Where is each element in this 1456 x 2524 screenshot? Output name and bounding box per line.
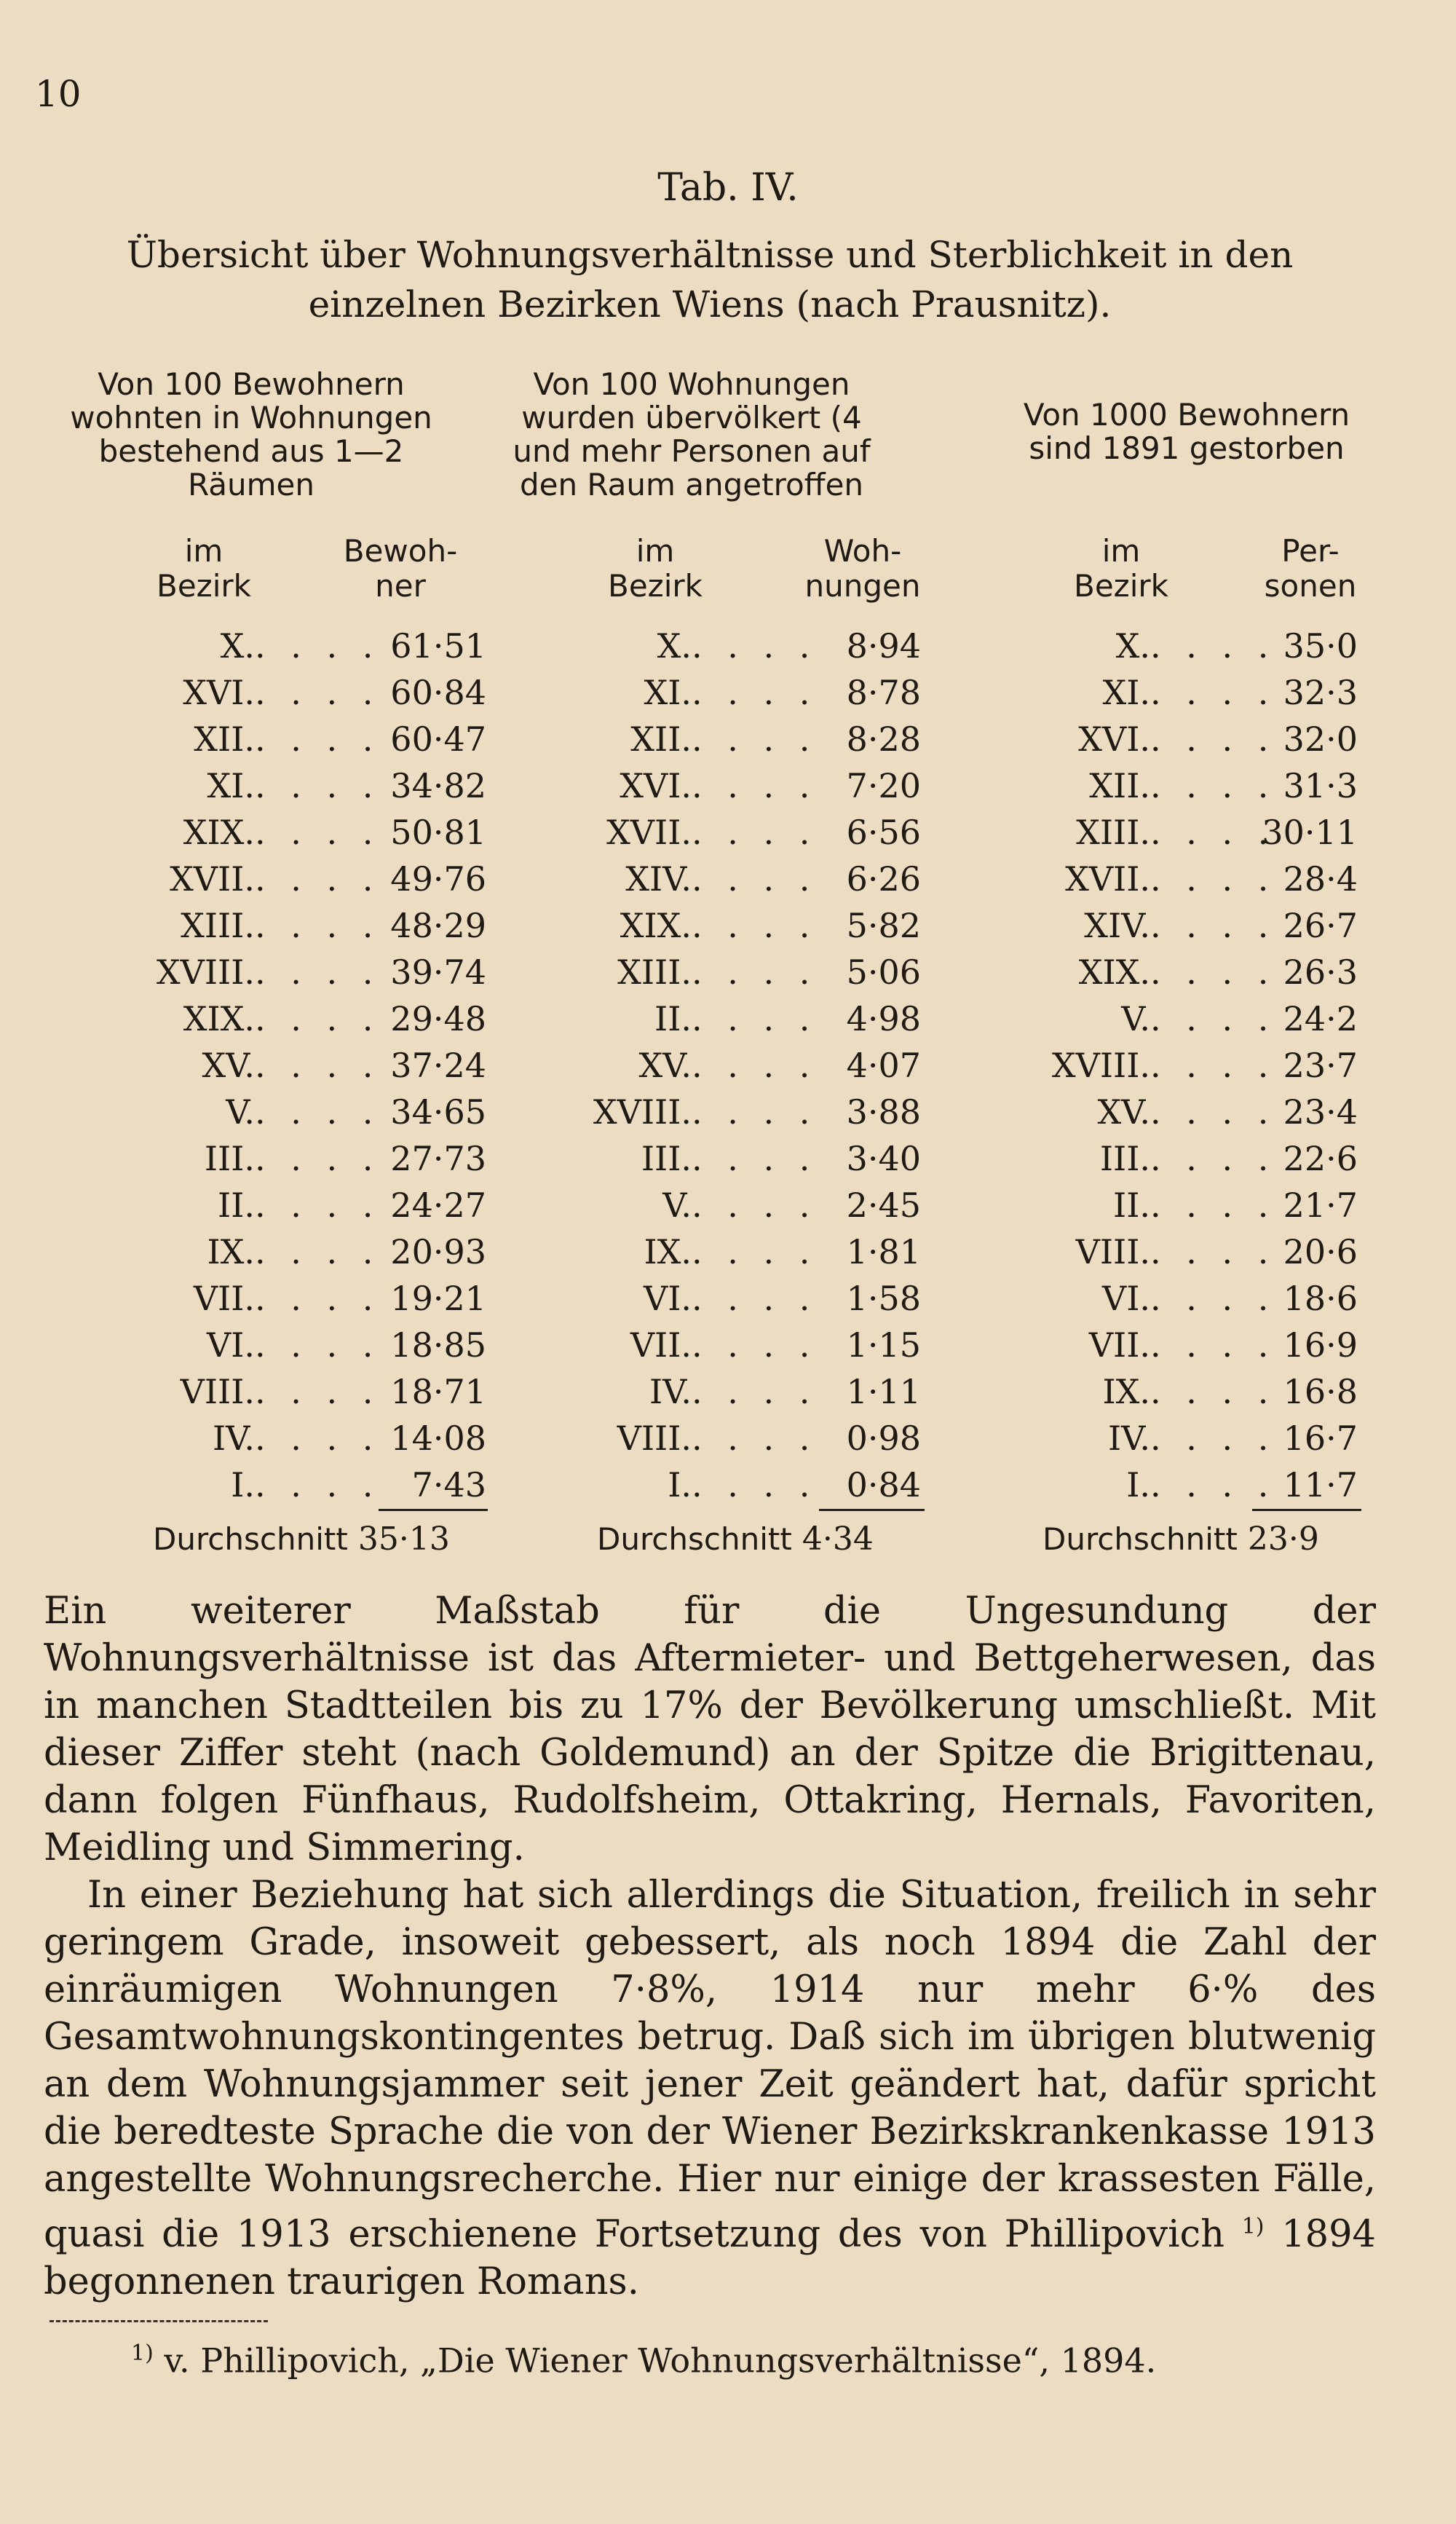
footnote-marker: 1) — [131, 2340, 154, 2366]
cell-value: 0·98 — [846, 1419, 921, 1458]
leader-dots: . . . . — [1150, 1139, 1276, 1178]
leader-dots: . . . . — [1150, 1232, 1276, 1271]
table-row — [1034, 1275, 1358, 1322]
average-value: 4·34 — [802, 1521, 874, 1558]
subheading-line: Woh- — [823, 533, 902, 569]
cell-value: 16·8 — [1283, 1372, 1358, 1411]
district-label: II. — [654, 999, 692, 1038]
leader-dots: . . . . — [255, 719, 381, 759]
district-label: I. — [668, 1465, 692, 1504]
cell-value: 60·47 — [390, 719, 486, 759]
table-row — [575, 762, 921, 809]
table-column-rooms — [138, 623, 486, 1508]
district-label: VIII. — [1075, 1232, 1150, 1271]
table-column-mortality — [1034, 623, 1358, 1508]
cell-value: 39·74 — [390, 953, 486, 992]
cell-value: 16·9 — [1283, 1325, 1358, 1365]
table-row — [575, 995, 921, 1042]
cell-value: 48·29 — [390, 906, 486, 945]
table-row — [1034, 995, 1358, 1042]
table-row — [1034, 949, 1358, 995]
table-row — [575, 623, 921, 669]
table-row — [1034, 1322, 1358, 1368]
district-label: II. — [218, 1186, 255, 1225]
cell-value: 29·48 — [390, 999, 486, 1038]
cell-value: 1·81 — [846, 1232, 921, 1271]
district-label: XIV. — [1084, 906, 1150, 945]
subheading-line: Bezirk — [157, 568, 251, 604]
cell-value: 32·3 — [1283, 673, 1358, 712]
body-text — [44, 1588, 1376, 2306]
page-number: 10 — [35, 73, 82, 115]
cell-value: 60·84 — [390, 673, 486, 712]
leader-dots: . . . . — [255, 999, 381, 1038]
sum-rule — [1252, 1509, 1361, 1511]
average-row — [153, 1521, 450, 1558]
district-label: VII. — [1088, 1325, 1150, 1365]
average-row — [597, 1521, 874, 1558]
table-row — [1034, 1182, 1358, 1229]
cell-value: 37·24 — [390, 1046, 486, 1085]
district-label: X. — [220, 626, 255, 666]
district-label: VIII. — [617, 1419, 692, 1458]
cell-value: 23·7 — [1283, 1046, 1358, 1085]
paragraph — [44, 1872, 1376, 2306]
district-label: VIII. — [180, 1372, 255, 1411]
cell-value: 49·76 — [390, 859, 486, 899]
table-row — [1034, 1415, 1358, 1462]
cell-value: 7·20 — [846, 766, 921, 805]
district-label: XII. — [630, 719, 692, 759]
district-label: XVI. — [183, 673, 255, 712]
subheading-dwellings — [794, 534, 932, 604]
leader-dots: . . . . — [1150, 1046, 1276, 1085]
table-title: Tab. IV. — [657, 166, 799, 210]
table-row — [575, 1368, 921, 1415]
district-label: XVIII. — [156, 953, 255, 992]
leader-dots: . . . . — [1150, 953, 1276, 992]
district-label: XVI. — [620, 766, 692, 805]
leader-dots: . . . . — [255, 1232, 381, 1271]
table-row — [138, 902, 486, 949]
table-row — [138, 669, 486, 716]
table-row — [1034, 902, 1358, 949]
subheading-line: Bezirk — [608, 568, 703, 604]
subheading-line: Bewoh- — [343, 533, 458, 569]
leader-dots: . . . . — [692, 1186, 818, 1225]
leader-dots: . . . . — [1150, 766, 1276, 805]
heading-line: sind 1891 gestorben — [1029, 430, 1345, 466]
paragraph: Ein weiterer Maßstab für die Ungesundung der Wohnungsverhältnisse ist das Aftermieter- und Bettgeherwesen, das in manchen Stadtteilen bis zu 17% der Bevölkerung umschließt. Mit dieser Ziffer steht (nach Goldemund) an der Spitze die Brigittenau, dann folgen Fünfhaus, Rudolfsheim, Ottakring, Hernals, Favoriten, Meidling und Simmering. — [44, 1590, 1376, 1869]
district-label: XII. — [1089, 766, 1150, 805]
district-label: X. — [1115, 626, 1150, 666]
table-row — [1034, 809, 1358, 856]
district-label: I. — [231, 1465, 255, 1504]
district-label: XVII. — [1065, 859, 1150, 899]
paragraph-text: 1894 begonnenen traurigen Romans. — [44, 2213, 1377, 2303]
cell-value: 8·78 — [846, 673, 921, 712]
table-row — [138, 762, 486, 809]
district-label: XIII. — [181, 906, 255, 945]
table-row — [1034, 1229, 1358, 1275]
heading-line: Von 100 Wohnungen — [533, 366, 850, 402]
district-label: XVII. — [170, 859, 255, 899]
district-label: III. — [1099, 1139, 1150, 1178]
cell-value: 18·6 — [1283, 1279, 1358, 1318]
leader-dots: . . . . — [692, 859, 818, 899]
district-label: XII. — [194, 719, 255, 759]
table-row — [1034, 1135, 1358, 1182]
leader-dots: . . . . — [255, 766, 381, 805]
subheading-district — [153, 534, 255, 604]
cell-value: 8·94 — [846, 626, 921, 666]
table-row — [575, 716, 921, 762]
district-label: VI. — [643, 1279, 692, 1318]
cell-value: 23·4 — [1283, 1092, 1358, 1132]
cell-value: 0·84 — [846, 1465, 921, 1504]
cell-value: 34·82 — [390, 766, 486, 805]
district-label: III. — [641, 1139, 692, 1178]
leader-dots: . . . . — [692, 906, 818, 945]
leader-dots: . . . . — [255, 953, 381, 992]
leader-dots: . . . . — [255, 1419, 381, 1458]
average-label: Durchschnitt — [153, 1521, 348, 1557]
district-label: IX. — [644, 1232, 692, 1271]
district-label: V. — [662, 1186, 692, 1225]
cell-value: 1·11 — [846, 1372, 921, 1411]
heading-line: wohnten in Wohnungen — [70, 400, 432, 435]
table-row — [138, 716, 486, 762]
district-label: III. — [204, 1139, 255, 1178]
table-row — [138, 1322, 486, 1368]
footnote-reference: 1) — [1241, 2214, 1265, 2239]
cell-value: 31·3 — [1283, 766, 1358, 805]
district-label: XVII. — [606, 813, 692, 852]
leader-dots: . . . . — [255, 1372, 381, 1411]
table-row — [575, 1182, 921, 1229]
district-label: XIII. — [1076, 813, 1150, 852]
leader-dots: . . . . — [255, 813, 381, 852]
table-row — [1034, 1368, 1358, 1415]
cell-value: 6·26 — [846, 859, 921, 899]
leader-dots: . . . . — [692, 766, 818, 805]
table-row — [575, 1275, 921, 1322]
table-row — [575, 856, 921, 902]
district-label: II. — [1113, 1186, 1150, 1225]
district-label: XIII. — [617, 953, 692, 992]
leader-dots: . . . . — [1150, 626, 1276, 666]
leader-dots: . . . . — [1150, 906, 1276, 945]
cell-value: 19·21 — [390, 1279, 486, 1318]
table-row — [575, 1229, 921, 1275]
sum-rule — [379, 1509, 488, 1511]
leader-dots: . . . . — [692, 1232, 818, 1271]
cell-value: 6·56 — [846, 813, 921, 852]
table-column-overcrowded — [575, 623, 921, 1508]
cell-value: 18·85 — [390, 1325, 486, 1365]
table-row — [575, 902, 921, 949]
leader-dots: . . . . — [692, 1092, 818, 1132]
cell-value: 16·7 — [1283, 1419, 1358, 1458]
subheading-residents — [335, 534, 466, 604]
subheading-district — [1063, 534, 1179, 604]
leader-dots: . . . . — [692, 999, 818, 1038]
heading-line: Von 100 Bewohnern — [98, 366, 405, 402]
leader-dots: . . . . — [1150, 1092, 1276, 1132]
cell-value: 27·73 — [390, 1139, 486, 1178]
leader-dots: . . . . — [692, 1139, 818, 1178]
district-label: V. — [226, 1092, 255, 1132]
leader-dots: . . . . — [255, 626, 381, 666]
footnote-separator — [50, 2320, 268, 2322]
district-label: XV. — [202, 1046, 255, 1085]
table-row — [1034, 856, 1358, 902]
table-caption: Übersicht über Wohnungsverhältnisse und Sterblichkeit in den einzelnen Bezirken Wiens (nach Prausnitz). — [126, 234, 1294, 326]
leader-dots: . . . . — [255, 1046, 381, 1085]
district-label: XV. — [638, 1046, 692, 1085]
district-label: XV. — [1097, 1092, 1150, 1132]
leader-dots: . . . . — [255, 906, 381, 945]
cell-value: 21·7 — [1283, 1186, 1358, 1225]
leader-dots: . . . . — [692, 813, 818, 852]
table-row — [575, 1135, 921, 1182]
leader-dots: . . . . — [692, 1419, 818, 1458]
average-row — [1042, 1521, 1319, 1558]
table-row — [138, 1042, 486, 1089]
district-label: VII. — [630, 1325, 692, 1365]
cell-value: 30·11 — [1262, 813, 1358, 852]
cell-value: 8·28 — [846, 719, 921, 759]
average-label: Durchschnitt — [597, 1521, 792, 1557]
cell-value: 26·3 — [1283, 953, 1358, 992]
leader-dots: . . . . — [692, 626, 818, 666]
table-row — [575, 949, 921, 995]
table-row — [138, 1229, 486, 1275]
district-label: IX. — [207, 1232, 255, 1271]
heading-line: wurden übervölkert (4 — [521, 400, 862, 435]
table-row — [138, 995, 486, 1042]
leader-dots: . . . . — [1150, 1419, 1276, 1458]
table-row — [575, 669, 921, 716]
district-label: VII. — [193, 1279, 255, 1318]
subheading-line: ner — [375, 568, 426, 604]
sum-rule — [819, 1509, 925, 1511]
district-label: XIX. — [620, 906, 692, 945]
cell-value: 7·43 — [411, 1465, 486, 1504]
table-row — [138, 1368, 486, 1415]
district-label: I. — [1126, 1465, 1150, 1504]
district-label: XVI. — [1078, 719, 1150, 759]
leader-dots: . . . . — [255, 1465, 381, 1504]
column-heading-overcrowded — [459, 368, 925, 502]
table-row — [1034, 1089, 1358, 1135]
table-row — [138, 1182, 486, 1229]
subheading-line: nungen — [804, 568, 921, 604]
heading-line: Von 1000 Bewohnern — [1023, 397, 1350, 433]
district-label: XIX. — [183, 999, 255, 1038]
table-row — [575, 1089, 921, 1135]
cell-value: 5·82 — [846, 906, 921, 945]
table-row — [1034, 716, 1358, 762]
leader-dots: . . . . — [692, 953, 818, 992]
leader-dots: . . . . — [692, 1325, 818, 1365]
table-row — [575, 1415, 921, 1462]
subheading-line: Bezirk — [1074, 568, 1168, 604]
table-row — [1034, 669, 1358, 716]
leader-dots: . . . . — [255, 1092, 381, 1132]
table-row — [138, 949, 486, 995]
district-label: XIX. — [183, 813, 255, 852]
district-label: XIV. — [625, 859, 692, 899]
heading-line: Räumen — [188, 467, 314, 502]
heading-line: bestehend aus 1—2 — [98, 433, 404, 469]
subheading-line: im — [1101, 533, 1141, 569]
table-row — [1034, 1042, 1358, 1089]
leader-dots: . . . . — [1150, 1186, 1276, 1225]
subheading-line: Per- — [1281, 533, 1340, 569]
table-row — [138, 1089, 486, 1135]
district-label: XI. — [1102, 673, 1150, 712]
table-row — [1034, 762, 1358, 809]
leader-dots: . . . . — [255, 1325, 381, 1365]
table-row — [138, 623, 486, 669]
leader-dots: . . . . — [1150, 1325, 1276, 1365]
cell-value: 4·07 — [846, 1046, 921, 1085]
cell-value: 11·7 — [1283, 1465, 1358, 1504]
table-row — [575, 1462, 921, 1508]
leader-dots: . . . . — [692, 1465, 818, 1504]
table-row — [138, 856, 486, 902]
leader-dots: . . . . — [692, 673, 818, 712]
cell-value: 3·40 — [846, 1139, 921, 1178]
table-row — [575, 809, 921, 856]
cell-value: 18·71 — [390, 1372, 486, 1411]
cell-value: 24·2 — [1283, 999, 1358, 1038]
leader-dots: . . . . — [1150, 813, 1276, 852]
column-heading-rooms — [36, 368, 466, 502]
district-label: IX. — [1102, 1372, 1150, 1411]
table-row — [138, 1415, 486, 1462]
average-value: 35·13 — [357, 1521, 450, 1558]
leader-dots: . . . . — [1150, 719, 1276, 759]
cell-value: 26·7 — [1283, 906, 1358, 945]
table-row — [575, 1322, 921, 1368]
district-label: IV. — [213, 1419, 255, 1458]
subheading-line: im — [636, 533, 675, 569]
average-label: Durchschnitt — [1042, 1521, 1238, 1557]
paragraph-text: In einer Beziehung hat sich allerdings die Situation, freilich in sehr geringem Grade, insoweit gebessert, als noch 1894 die Zahl der einräumigen Wohnungen 7·8%, 1914 nur mehr 6·% des Gesamtwohnungskontingentes betrug. Daß sich im übrigen blutwenig an dem Wohnungsjammer seit jener Zeit geändert hat, dafür spricht die beredteste Sprache die von der Wiener Bezirkskrankenkasse 1913 angestellte Wohnungsrecherche. Hier nur einige der krassesten Fälle, quasi die 1913 erschienene Fortsetzung des von Phillipovich — [44, 1874, 1376, 2256]
district-label: XVIII. — [1051, 1046, 1150, 1085]
cell-value: 20·93 — [390, 1232, 486, 1271]
cell-value: 4·98 — [846, 999, 921, 1038]
leader-dots: . . . . — [255, 673, 381, 712]
leader-dots: . . . . — [692, 719, 818, 759]
cell-value: 2·45 — [846, 1186, 921, 1225]
district-label: VI. — [1101, 1279, 1150, 1318]
subheading-district — [597, 534, 713, 604]
cell-value: 20·6 — [1283, 1232, 1358, 1271]
cell-value: 24·27 — [390, 1186, 486, 1225]
cell-value: 50·81 — [390, 813, 486, 852]
leader-dots: . . . . — [255, 859, 381, 899]
average-value: 23·9 — [1247, 1521, 1319, 1558]
district-label: X. — [657, 626, 692, 666]
heading-line: und mehr Personen auf — [513, 433, 871, 469]
leader-dots: . . . . — [692, 1372, 818, 1411]
cell-value: 32·0 — [1283, 719, 1358, 759]
table-row — [575, 1042, 921, 1089]
district-label: IV. — [649, 1372, 692, 1411]
leader-dots: . . . . — [1150, 1279, 1276, 1318]
cell-value: 3·88 — [846, 1092, 921, 1132]
district-label: XVIII. — [593, 1092, 692, 1132]
leader-dots: . . . . — [1150, 859, 1276, 899]
cell-value: 1·15 — [846, 1325, 921, 1365]
footnote — [131, 2330, 1156, 2383]
cell-value: 22·6 — [1283, 1139, 1358, 1178]
district-label: IV. — [1108, 1419, 1150, 1458]
leader-dots: . . . . — [692, 1046, 818, 1085]
footnote-text: v. Phillipovich, „Die Wiener Wohnungsverhältnisse“, 1894. — [164, 2340, 1157, 2381]
table-row — [138, 1462, 486, 1508]
district-label: VI. — [206, 1325, 255, 1365]
cell-value: 34·65 — [390, 1092, 486, 1132]
subheading-line: sonen — [1264, 568, 1357, 604]
district-label: V. — [1121, 999, 1150, 1038]
heading-line: den Raum angetroffen — [519, 467, 864, 502]
table-row — [138, 1135, 486, 1182]
column-heading-mortality — [968, 398, 1405, 465]
cell-value: 35·0 — [1283, 626, 1358, 666]
table-row — [138, 809, 486, 856]
leader-dots: . . . . — [1150, 999, 1276, 1038]
cell-value: 28·4 — [1283, 859, 1358, 899]
district-label: XI. — [644, 673, 692, 712]
cell-value: 61·51 — [390, 626, 486, 666]
subheading-line: im — [184, 533, 223, 569]
leader-dots: . . . . — [255, 1186, 381, 1225]
table-row — [1034, 1462, 1358, 1508]
table-row — [1034, 623, 1358, 669]
cell-value: 1·58 — [846, 1279, 921, 1318]
table-row — [138, 1275, 486, 1322]
district-label: XI. — [207, 766, 255, 805]
cell-value: 5·06 — [846, 953, 921, 992]
district-label: XIX. — [1078, 953, 1150, 992]
leader-dots: . . . . — [1150, 1465, 1276, 1504]
leader-dots: . . . . — [255, 1139, 381, 1178]
leader-dots: . . . . — [255, 1279, 381, 1318]
leader-dots: . . . . — [1150, 1372, 1276, 1411]
leader-dots: . . . . — [1150, 673, 1276, 712]
subheading-persons — [1252, 534, 1369, 604]
cell-value: 14·08 — [390, 1419, 486, 1458]
leader-dots: . . . . — [692, 1279, 818, 1318]
